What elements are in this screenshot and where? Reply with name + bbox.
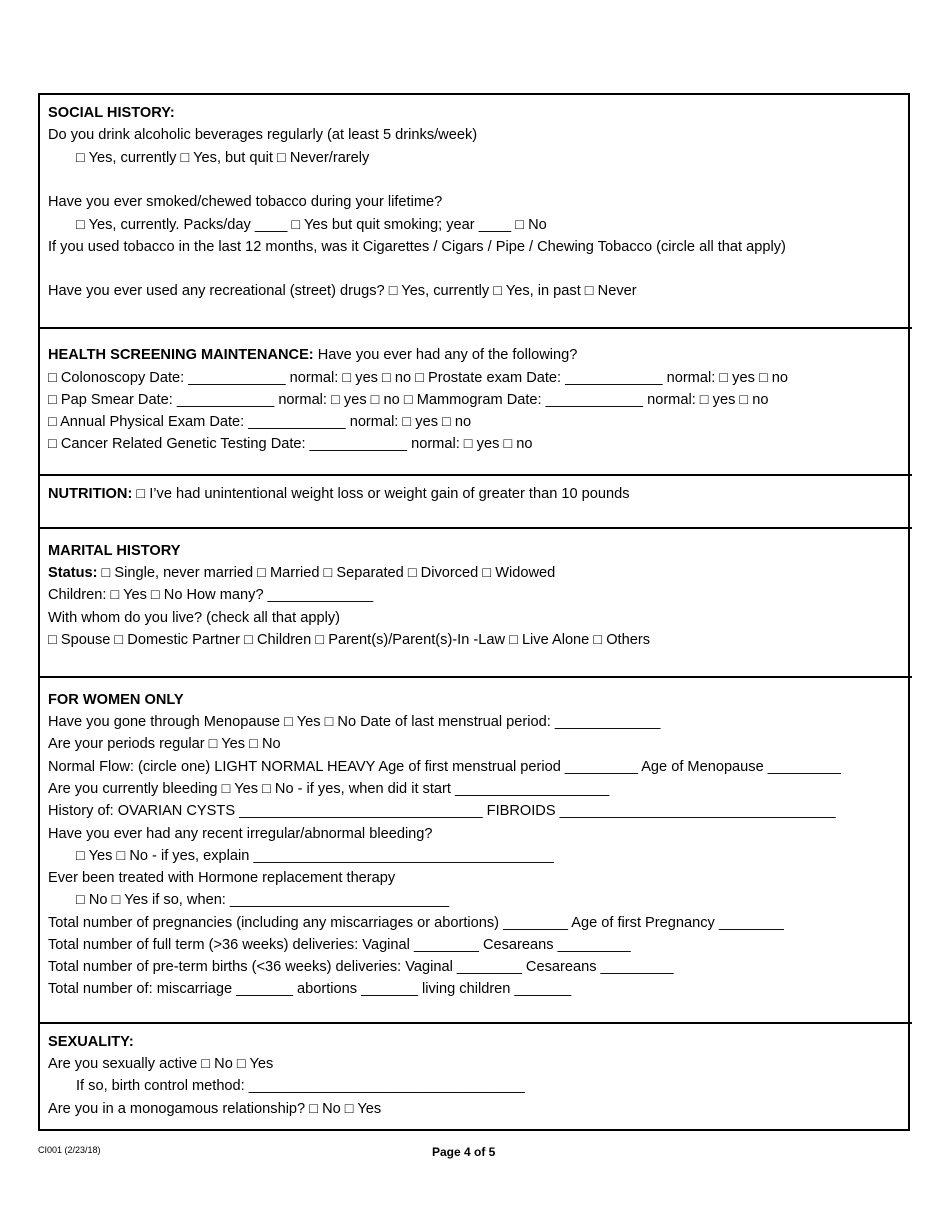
section-heading: HEALTH SCREENING MAINTENANCE: bbox=[48, 347, 314, 363]
monogamous-question[interactable]: Are you in a monogamous relationship? □ No □ Yes bbox=[48, 1101, 382, 1117]
screening-colonoscopy-prostate[interactable]: □ Colonoscopy Date: ____________ normal: □ yes □ no □ Prostate exam Date: ____________ normal: □ yes □ no bbox=[48, 370, 789, 386]
tobacco-type-question: If you used tobacco in the last 12 months, was it Cigarettes / Cigars / Pipe / Chewing Tobacco (circle all that apply) bbox=[48, 239, 786, 255]
nutrition-weight-change-checkbox[interactable]: □ I’ve had unintentional weight loss or weight gain of greater than 10 pounds bbox=[132, 486, 630, 502]
children-question[interactable]: Children: □ Yes □ No How many? _____________ bbox=[48, 587, 374, 603]
alcohol-question: Do you drink alcoholic beverages regularly (at least 5 drinks/week) bbox=[48, 127, 478, 143]
page-number: Page 4 of 5 bbox=[432, 1145, 496, 1159]
full-term-deliveries-question[interactable]: Total number of full term (>36 weeks) deliveries: Vaginal ________ Cesareans _________ bbox=[48, 937, 631, 953]
screening-intro: Have you ever had any of the following? bbox=[313, 347, 578, 363]
section-heading: MARITAL HISTORY bbox=[48, 543, 181, 559]
history-of-question[interactable]: History of: OVARIAN CYSTS ______________________________ FIBROIDS __________________________________ bbox=[48, 803, 836, 819]
alcohol-options[interactable]: □ Yes, currently □ Yes, but quit □ Never/rarely bbox=[76, 150, 370, 166]
health-screening-section bbox=[40, 329, 912, 476]
screening-pap-mammogram[interactable]: □ Pap Smear Date: ____________ normal: □ yes □ no □ Mammogram Date: ____________ normal: □ yes □ no bbox=[48, 392, 769, 408]
abnormal-bleeding-options[interactable]: □ Yes □ No - if yes, explain _____________________________________ bbox=[76, 848, 554, 864]
section-heading: FOR WOMEN ONLY bbox=[48, 692, 184, 708]
social-history-section bbox=[40, 95, 912, 329]
menopause-question[interactable]: Have you gone through Menopause □ Yes □ No Date of last menstrual period: _____________ bbox=[48, 714, 661, 730]
sexually-active-question[interactable]: Are you sexually active □ No □ Yes bbox=[48, 1056, 274, 1072]
form-code: CI001 (2/23/18) bbox=[38, 1145, 101, 1155]
screening-physical-exam[interactable]: □ Annual Physical Exam Date: ____________ normal: □ yes □ no bbox=[48, 414, 472, 430]
sexuality-section bbox=[40, 1024, 912, 1129]
pregnancies-question[interactable]: Total number of pregnancies (including any miscarriages or abortions) ________ Age of first Pregnancy ________ bbox=[48, 915, 784, 931]
living-with-question: With whom do you live? (check all that apply) bbox=[48, 610, 341, 626]
miscarriage-totals-question[interactable]: Total number of: miscarriage _______ abortions _______ living children _______ bbox=[48, 981, 572, 997]
nutrition-section bbox=[40, 476, 912, 529]
status-options[interactable]: □ Single, never married □ Married □ Separated □ Divorced □ Widowed bbox=[97, 565, 556, 581]
section-heading: SEXUALITY: bbox=[48, 1034, 134, 1050]
living-with-options[interactable]: □ Spouse □ Domestic Partner □ Children □ Parent(s)/Parent(s)-In -Law □ Live Alone □ Others bbox=[48, 632, 651, 648]
birth-control-question[interactable]: If so, birth control method: __________________________________ bbox=[76, 1078, 525, 1094]
hormone-therapy-question: Ever been treated with Hormone replacement therapy bbox=[48, 870, 396, 886]
women-only-section bbox=[40, 678, 912, 1024]
screening-genetic-testing[interactable]: □ Cancer Related Genetic Testing Date: ____________ normal: □ yes □ no bbox=[48, 436, 533, 452]
section-heading: SOCIAL HISTORY: bbox=[48, 105, 175, 121]
section-heading: NUTRITION: bbox=[48, 486, 133, 502]
abnormal-bleeding-question: Have you ever had any recent irregular/abnormal bleeding? bbox=[48, 826, 433, 842]
drugs-question[interactable]: Have you ever used any recreational (street) drugs? □ Yes, currently □ Yes, in past □ Never bbox=[48, 283, 637, 299]
tobacco-question: Have you ever smoked/chewed tobacco during your lifetime? bbox=[48, 194, 443, 210]
periods-regular-question[interactable]: Are your periods regular □ Yes □ No bbox=[48, 736, 281, 752]
marital-history-section bbox=[40, 529, 912, 678]
normal-flow-question[interactable]: Normal Flow: (circle one) LIGHT NORMAL HEAVY Age of first menstrual period _________ Age of Menopause _________ bbox=[48, 759, 841, 775]
status-label: Status: bbox=[48, 565, 98, 581]
intake-form bbox=[38, 93, 910, 1131]
hormone-therapy-options[interactable]: □ No □ Yes if so, when: ___________________________ bbox=[76, 892, 450, 908]
tobacco-options[interactable]: □ Yes, currently. Packs/day ____ □ Yes but quit smoking; year ____ □ No bbox=[76, 217, 547, 233]
currently-bleeding-question[interactable]: Are you currently bleeding □ Yes □ No - if yes, when did it start ___________________ bbox=[48, 781, 610, 797]
pre-term-births-question[interactable]: Total number of pre-term births (<36 weeks) deliveries: Vaginal ________ Cesareans _________ bbox=[48, 959, 674, 975]
